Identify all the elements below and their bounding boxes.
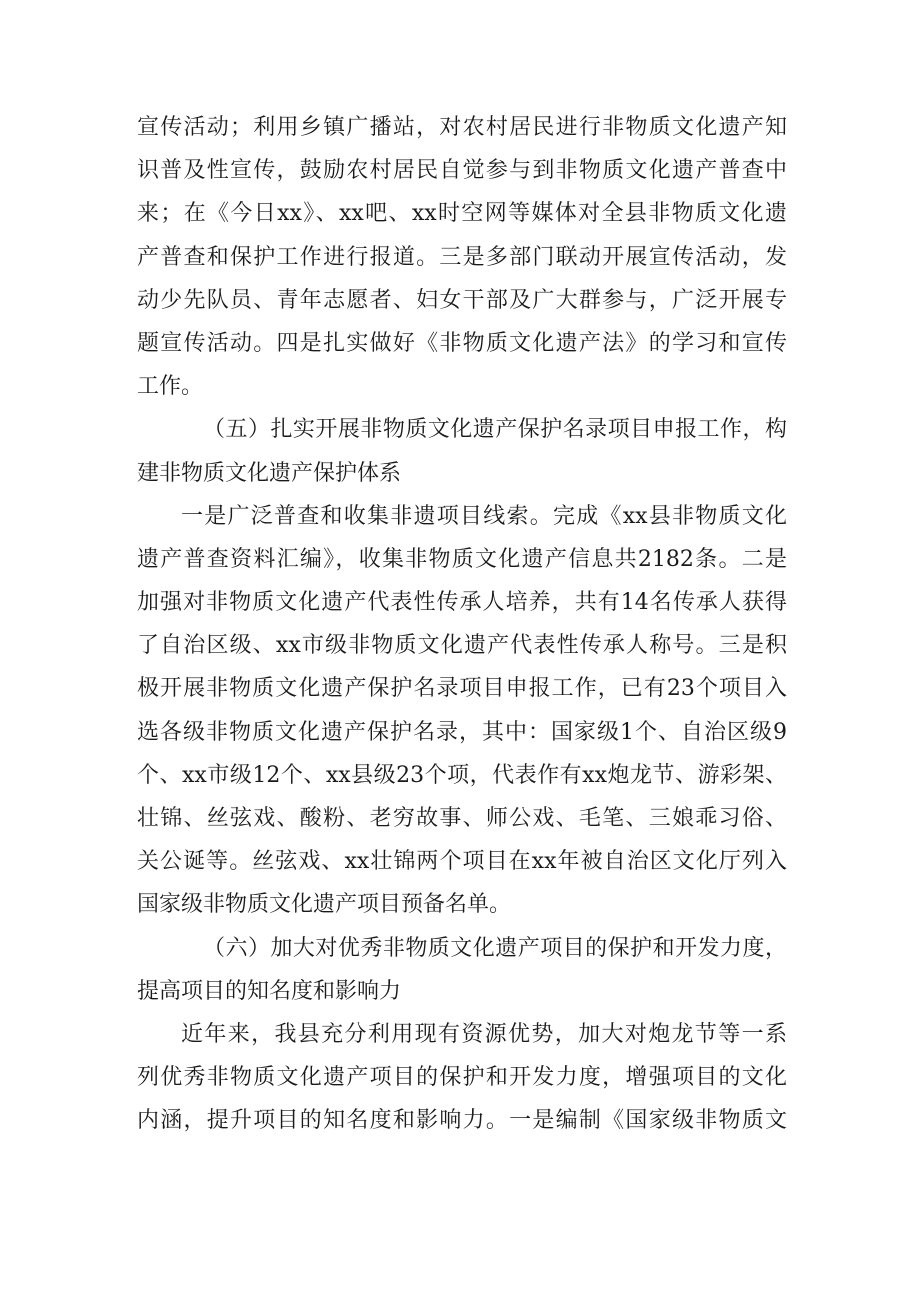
paragraph-publicity <box>137 106 787 408</box>
text-line: 国家级非物质文化遗产项目预备名单。 <box>137 892 512 918</box>
text-line: 内涵，提升项目的知名度和影响力。一是编制《国家级非物质文 <box>137 1108 787 1134</box>
heading-line: （六）加大对优秀非物质文化遗产项目的保护和开发力度， <box>203 935 787 961</box>
text-line: 产普查和保护工作进行报道。三是多部门联动开展宣传活动，发 <box>137 244 787 270</box>
text-line: 加强对非物质文化遗产代表性传承人培养，共有14名传承人获得 <box>137 590 787 616</box>
text-line: 个、xx市级12个、xx县级23个项，代表作有xx炮龙节、游彩架、 <box>137 762 787 788</box>
text-line: 工作。 <box>137 374 204 400</box>
text-line: 列优秀非物质文化遗产项目的保护和开发力度，增强项目的文化 <box>137 1065 787 1091</box>
text-line: 来；在《今日xx》、xx吧、xx时空网等媒体对全县非物质文化遗 <box>137 201 787 227</box>
section-heading-5 <box>137 408 787 494</box>
paragraph-development <box>137 1013 787 1143</box>
heading-line: 提高项目的知名度和影响力 <box>137 978 402 1004</box>
text-line: 动少先队员、青年志愿者、妇女干部及广大群参与，广泛开展专 <box>137 287 787 313</box>
text-line: 壮锦、丝弦戏、酸粉、老穷故事、师公戏、毛笔、三娘乖习俗、 <box>137 806 787 831</box>
paragraph-inventory <box>137 495 787 927</box>
heading-line: （五）扎实开展非物质文化遗产保护名录项目申报工作，构 <box>203 417 787 443</box>
text-line: 题宣传活动。四是扎实做好《非物质文化遗产法》的学习和宣传 <box>137 330 787 356</box>
text-line: 选各级非物质文化遗产保护名录，其中：国家级1个、自治区级9 <box>137 719 787 745</box>
text-line: 宣传活动；利用乡镇广播站，对农村居民进行非物质文化遗产知 <box>137 115 787 140</box>
section-heading-6 <box>137 927 787 1013</box>
heading-line: 建非物质文化遗产保护体系 <box>137 460 402 486</box>
text-line: 了自治区级、xx市级非物质文化遗产代表性传承人称号。三是积 <box>137 633 787 659</box>
text-line: 近年来，我县充分利用现有资源优势，加大对炮龙节等一系 <box>181 1021 787 1047</box>
document-body <box>137 106 787 1143</box>
text-line: 一是广泛普查和收集非遗项目线索。完成《xx县非物质文化 <box>181 503 787 529</box>
text-line: 极开展非物质文化遗产保护名录项目申报工作，已有23个项目入 <box>137 676 787 702</box>
text-line: 关公诞等。丝弦戏、xx壮锦两个项目在xx年被自治区文化厅列入 <box>137 849 787 875</box>
text-line: 识普及性宣传，鼓励农村居民自觉参与到非物质文化遗产普查中 <box>137 158 787 184</box>
text-line: 遗产普查资料汇编》，收集非物质文化遗产信息共2182条。二是 <box>137 546 787 572</box>
